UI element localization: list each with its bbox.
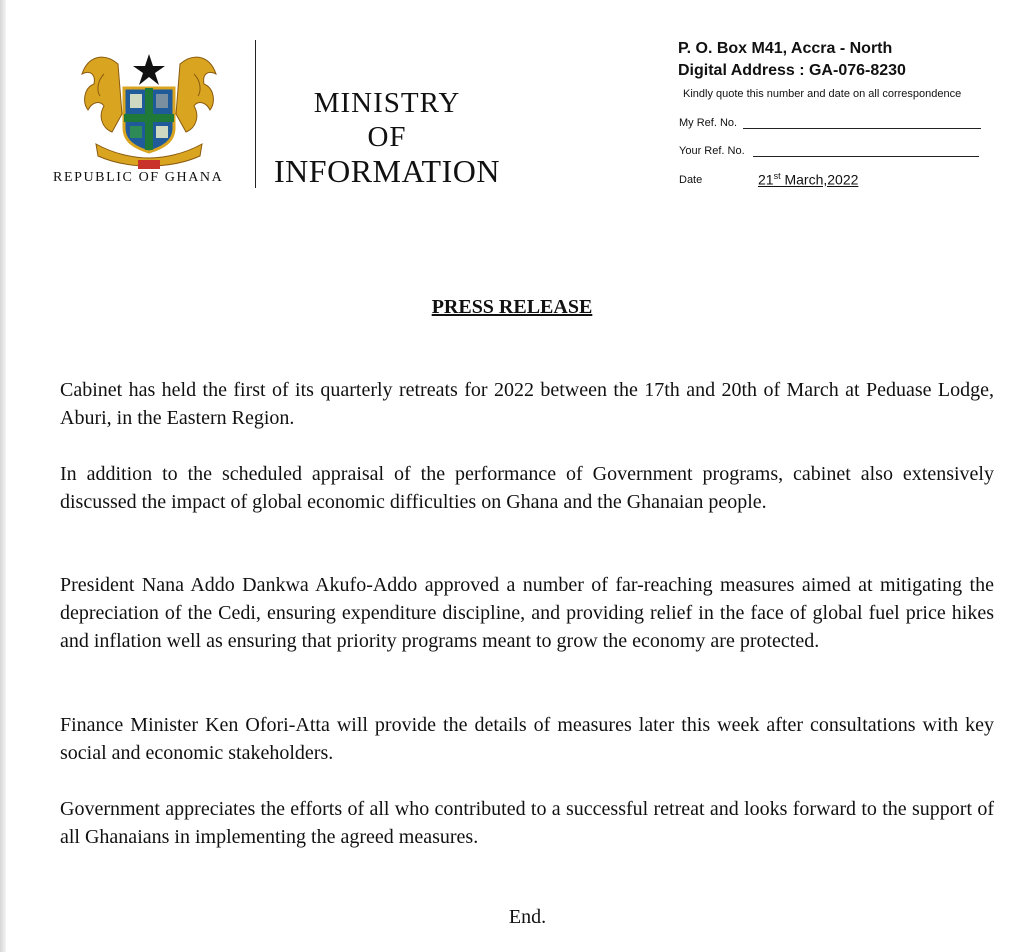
date-suffix: st — [773, 171, 781, 181]
paragraph-1: Cabinet has held the first of its quarterly retreats for 2022 between the 17th and 20th of March at Peduase Lodge, Aburi, in the Eastern Region. — [60, 379, 994, 429]
my-ref-label: My Ref. No. — [679, 117, 738, 129]
closing-end: End. — [508, 906, 547, 928]
digital-address-line: Digital Address : GA-076-8230 — [678, 62, 906, 79]
paragraph-2: In addition to the scheduled appraisal of the performance of Government programs, cabinet also extensively discussed the impact of global economic difficulties on Ghana and the Ghanaian people. — [60, 463, 994, 513]
your-ref-label: Your Ref. No. — [679, 145, 745, 157]
your-ref-line — [753, 156, 979, 157]
date-field — [679, 174, 702, 186]
my-ref-field — [679, 117, 737, 129]
your-ref-field — [679, 145, 745, 157]
date-label: Date — [679, 174, 703, 186]
quote-note: Kindly quote this number and date on all correspondence — [683, 88, 962, 100]
paragraph-4: Finance Minister Ken Ofori-Atta will provide the details of measures later this week after consultations with key social and economic stakeholders. — [60, 714, 994, 764]
paragraph-5: Government appreciates the efforts of all who contributed to a successful retreat and looks forward to the support of all Ghanaians in implementing the agreed measures. — [60, 798, 994, 848]
my-ref-line — [743, 128, 981, 129]
letterhead-divider — [255, 40, 256, 188]
date-rest: March,2022 — [780, 171, 859, 188]
date-value — [758, 171, 858, 188]
coat-of-arms-icon — [74, 44, 224, 172]
po-box-line: P. O. Box M41, Accra - North — [678, 40, 893, 57]
ministry-line-1: MINISTRY — [313, 87, 461, 119]
postal-address — [678, 38, 906, 82]
ministry-line-2: OF — [367, 121, 407, 153]
republic-of-ghana-label: REPUBLIC OF GHANA — [53, 170, 224, 185]
date-day: 21 — [758, 171, 774, 188]
ministry-line-3: INFORMATION — [274, 153, 500, 189]
ministry-name — [262, 86, 512, 188]
paragraph-3: President Nana Addo Dankwa Akufo-Addo approved a number of far-reaching measures aimed at mitigating the depreciation of the Cedi, ensuring expenditure discipline, and providing relief in the face of global fuel price hikes and inflation well as ensuring that priority programs meant to grow the economy are protected. — [60, 574, 994, 652]
press-release-title: PRESS RELEASE — [431, 296, 593, 318]
